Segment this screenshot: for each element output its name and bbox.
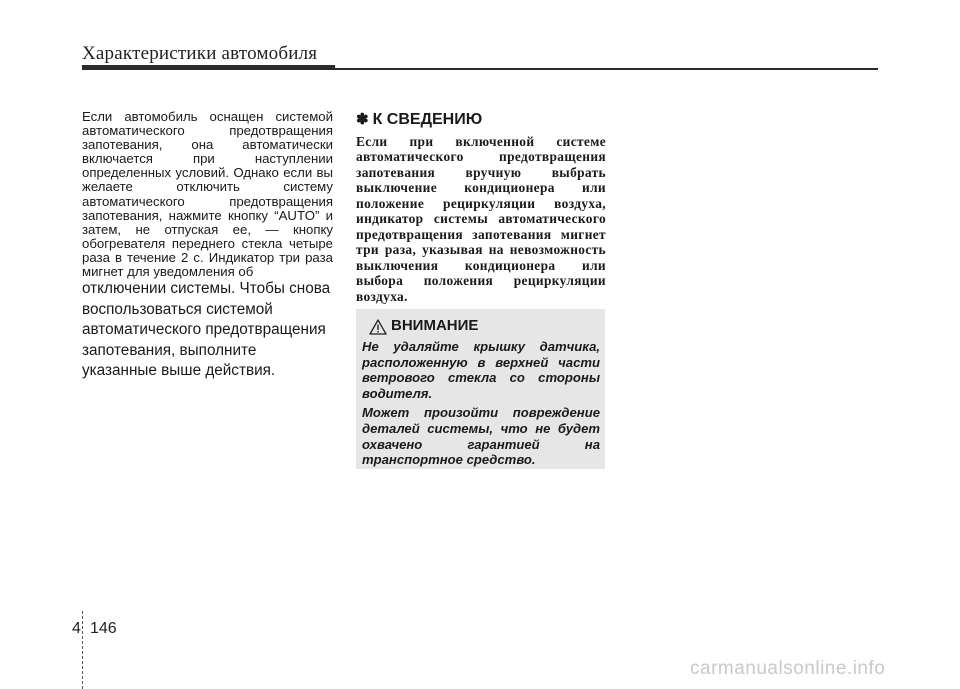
page-number-value: 146 <box>90 620 117 637</box>
page-number <box>72 620 117 638</box>
header-rule-thin <box>335 68 878 70</box>
left-column <box>82 110 333 382</box>
warning-triangle-icon <box>369 319 387 335</box>
warning-paragraph: Не удаляйте крышку датчика, расположенную в верхней части ветрового стекла со стороны водителя. <box>362 339 600 401</box>
body-paragraph-continued: отключении системы. Чтобы снова воспользоваться системой автоматического предотвращения запотевания, выполните указанные выше действия. <box>82 280 331 380</box>
section-number: 4 <box>72 620 81 637</box>
warning-heading <box>369 317 478 335</box>
info-section <box>356 110 606 304</box>
body-paragraph: Если автомобиль оснащен системой автоматического предотвращения запотевания, она автоматически включается при наступлении определенных условий. Однако если вы желаете отключить систему автоматического предотвращения запотевания, нажмите кнопку “AUTO” и затем, не отпуская ее, — кнопку обогревателя переднего стекла четыре раза в течение 2 с. Индикатор три раза мигнет для уведомления об <box>82 109 333 280</box>
watermark: carmanualsonline.info <box>690 658 886 679</box>
info-heading-label: К СВЕДЕНИЮ <box>372 111 483 128</box>
warning-body <box>362 339 600 472</box>
warning-paragraph: Может произойти повреждение деталей системы, что не будет охвачено гарантией на транспортное средство. <box>362 405 600 468</box>
page-header-title: Характеристики автомобиля <box>82 43 318 64</box>
warning-title: ВНИМАНИЕ <box>391 317 479 334</box>
info-heading <box>356 110 606 130</box>
warning-box <box>356 309 605 469</box>
header-rule-thick <box>82 65 335 70</box>
info-star-icon: ✽ <box>356 111 369 128</box>
info-body: Если при включенной системе автоматического предотвращения запотевания вручную выбрать выключение кондиционера или положение рециркуляции воздуха, индикатор системы автоматического предотвращения запотевания мигнет три раза, указывая на невозможность выключения кондиционера или выбора положения рециркуляции воздуха. <box>356 134 606 304</box>
